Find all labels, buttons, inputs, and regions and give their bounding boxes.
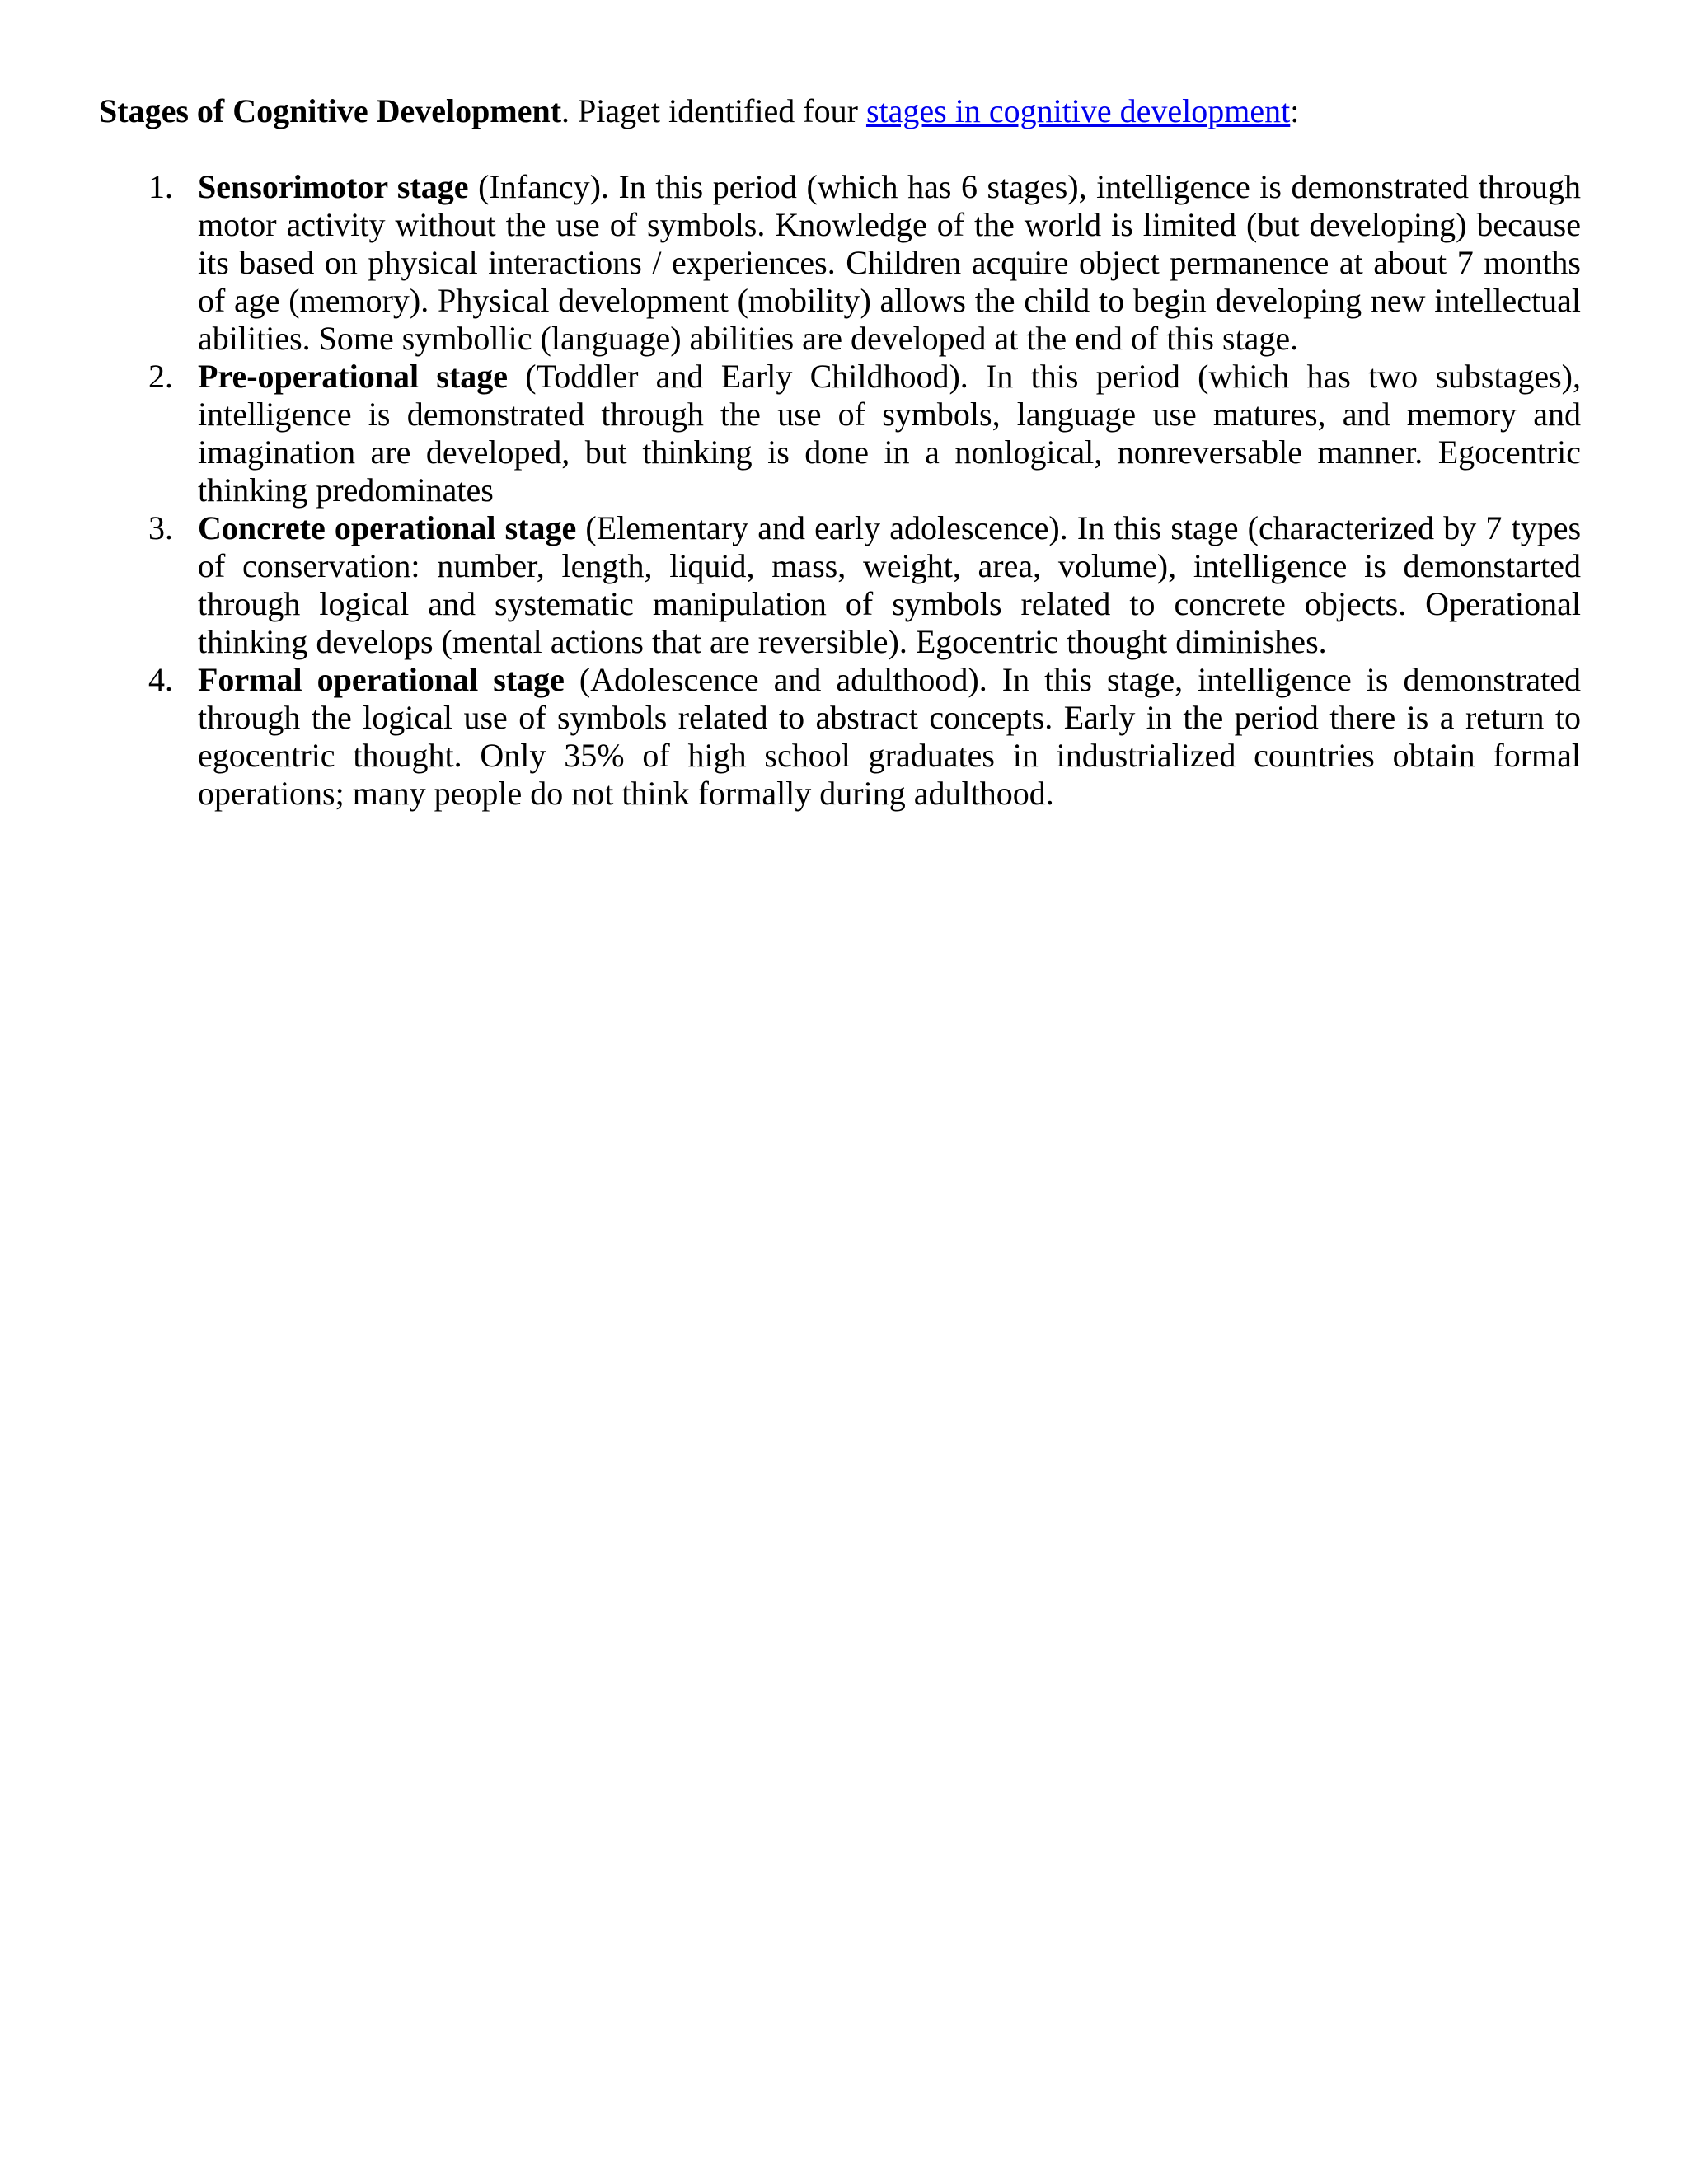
stage-name: Concrete operational stage bbox=[198, 509, 577, 546]
section-heading: Stages of Cognitive Development bbox=[99, 92, 562, 129]
document-page bbox=[99, 92, 1581, 813]
stage-description: (Infancy). In this period (which has 6 stages), intelligence is demonstrated through motor activity without the use of symbols. Knowledge of the world is limited (but developing) because its based on physical interactions / experiences. Children acquire object permanence at about 7 months of age (memory). Physical development (mobility) allows the child to begin developing new intellectual abilities. Some symbollic (language) abilities are developed at the end of this stage. bbox=[198, 168, 1581, 357]
list-item-number: 1. bbox=[148, 168, 173, 205]
stage-description: (Toddler and Early Childhood). In this period (which has two substages), intelligence is demonstrated through the use of symbols, language use matures, and memory and imagination are developed, but thinking is done in a nonlogical, nonreversable manner. Egocentric thinking predominates bbox=[198, 358, 1581, 509]
list-item-number: 4. bbox=[148, 661, 173, 698]
stage-name: Formal operational stage bbox=[198, 661, 565, 698]
stage-name: Sensorimotor stage bbox=[198, 168, 469, 205]
list-item-pre-operational bbox=[99, 358, 1581, 509]
intro-colon: : bbox=[1290, 92, 1300, 129]
stage-description: (Adolescence and adulthood). In this stage, intelligence is demonstrated through the logical use of symbols related to abstract concepts. Early in the period there is a return to egocentric thought. Only 35% of high school graduates in industrialized countries obtain formal operations; many people do not think formally during adulthood. bbox=[198, 661, 1581, 812]
stage-description: (Elementary and early adolescence). In this stage (characterized by 7 types of conservation: number, length, liquid, mass, weight, area, volume), intelligence is demonstarted through logical and systematic manipulation of symbols related to concrete objects. Operational thinking develops (mental actions that are reversible). Egocentric thought diminishes. bbox=[198, 509, 1582, 660]
stages-link[interactable]: stages in cognitive development bbox=[865, 92, 1291, 129]
list-item-sensorimotor bbox=[99, 168, 1581, 358]
list-item-formal-operational bbox=[99, 661, 1581, 813]
intro-text: . Piaget identified four bbox=[561, 92, 866, 129]
list-item-concrete-operational bbox=[99, 509, 1581, 661]
intro-paragraph bbox=[99, 92, 1581, 130]
stages-list bbox=[99, 168, 1581, 813]
stage-name: Pre-operational stage bbox=[198, 358, 508, 395]
list-item-number: 2. bbox=[148, 358, 173, 395]
list-item-number: 3. bbox=[148, 509, 173, 546]
